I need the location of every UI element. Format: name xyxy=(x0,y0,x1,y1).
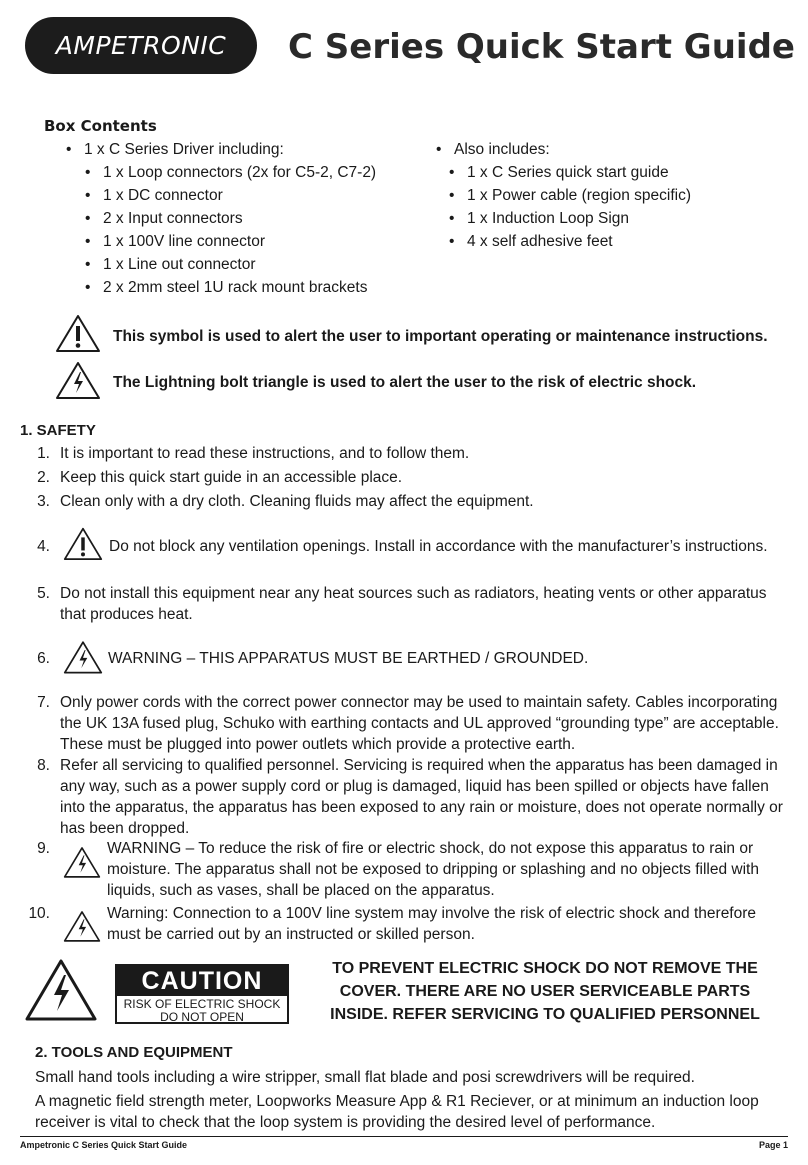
electric-shock-triangle-icon xyxy=(23,957,99,1023)
company-logo: AMPETRONIC xyxy=(25,17,257,74)
notice-line: INSIDE. REFER SERVICING TO QUALIFIED PERSONNEL xyxy=(330,1006,760,1023)
caution-label xyxy=(115,964,289,1024)
item-text: Refer all servicing to qualified personnel. Servicing is required when the apparatus has been damaged in any way, such as a power supply cord or plug is damaged, liquid has been spilled or objects have fallen into the apparatus, the apparatus has been exposed to any rain or moisture, does not operate normally or has been dropped. xyxy=(60,757,783,837)
safety-item-6 xyxy=(22,648,792,669)
item-number: 4. xyxy=(37,538,50,555)
footer-divider xyxy=(20,1136,788,1137)
item-text: WARNING – To reduce the risk of fire or electric shock, do not expose this apparatus to rain or moisture. The apparatus shall not be exposed to dripping or splashing and no objects filled with liquids, such as vases, shall be placed on the apparatus. xyxy=(107,840,759,899)
list-item: • 2 x Input connectors xyxy=(85,207,376,230)
safety-item-3 xyxy=(22,491,792,512)
footer-document-name: Ampetronic C Series Quick Start Guide xyxy=(20,1140,188,1150)
lightning-triangle-icon xyxy=(55,360,101,400)
tools-heading: 2. TOOLS AND EQUIPMENT xyxy=(35,1044,233,1061)
list-item: • 1 x Induction Loop Sign xyxy=(449,207,691,230)
safety-heading: 1. SAFETY xyxy=(20,422,96,439)
safety-item-1 xyxy=(22,443,792,464)
lightning-symbol-description: The Lightning bolt triangle is used to alert the user to the risk of electric shock. xyxy=(113,374,697,391)
caution-title: CAUTION xyxy=(117,966,287,996)
warning-symbol-description: This symbol is used to alert the user to important operating or maintenance instructions. xyxy=(113,328,768,345)
item-text: Clean only with a dry cloth. Cleaning fluids may affect the equipment. xyxy=(60,493,534,510)
box-contents-heading: Box Contents xyxy=(44,117,157,135)
safety-item-4 xyxy=(22,536,792,557)
list-item: • 1 x C Series quick start guide xyxy=(449,161,691,184)
safety-item-9 xyxy=(22,838,792,901)
list-item: • 1 x Line out connector xyxy=(85,253,376,276)
warning-triangle-icon xyxy=(55,313,101,353)
lightning-triangle-icon xyxy=(63,639,103,675)
list-item: • 1 x Power cable (region specific) xyxy=(449,184,691,207)
list-item: • Also includes: xyxy=(436,138,550,161)
item-text: Warning: Connection to a 100V line system may involve the risk of electric shock and therefore must be carried out by an instructed or skilled person. xyxy=(107,905,757,943)
list-item: • 2 x 2mm steel 1U rack mount brackets xyxy=(85,276,376,299)
warning-triangle-icon xyxy=(63,525,103,562)
lightning-triangle-icon xyxy=(63,845,101,879)
item-text: It is important to read these instructions, and to follow them. xyxy=(60,445,470,462)
safety-item-5 xyxy=(22,583,792,625)
box-contents-main-list xyxy=(66,138,284,161)
notice-line: COVER. THERE ARE NO USER SERVICEABLE PARTS xyxy=(339,983,751,1000)
box-contents-sub-list xyxy=(85,161,376,299)
item-text: Keep this quick start guide in an accessible place. xyxy=(60,469,403,486)
tools-paragraph-1: Small hand tools including a wire stripper, small flat blade and posi screwdrivers will be required. xyxy=(35,1069,695,1086)
item-number: 5. xyxy=(37,585,50,602)
safety-item-2 xyxy=(22,467,792,488)
list-item: • 1 x DC connector xyxy=(85,184,376,207)
item-number: 3. xyxy=(37,493,50,510)
footer-page-number: Page 1 xyxy=(758,1140,788,1150)
item-number: 7. xyxy=(37,694,50,711)
document-title: C Series Quick Start Guide xyxy=(288,27,795,67)
item-number: 9. xyxy=(37,840,50,857)
notice-line: TO PREVENT ELECTRIC SHOCK DO NOT REMOVE THE xyxy=(332,960,758,977)
also-includes-list xyxy=(449,161,691,253)
item-number: 8. xyxy=(37,757,50,774)
safety-item-8 xyxy=(22,755,792,839)
shock-warning-notice xyxy=(310,957,780,1026)
item-text: Do not block any ventilation openings. Install in accordance with the manufacturer’s instructions. xyxy=(109,538,768,555)
list-item: • 1 x Loop connectors (2x for C5-2, C7-2) xyxy=(85,161,376,184)
tools-paragraph-2: A magnetic field strength meter, Loopworks Measure App & R1 Reciever, or at minimum an induction loop receiver is vital to check that the loop system is providing the desired level of performance. xyxy=(35,1093,759,1131)
item-number: 1. xyxy=(37,445,50,462)
item-text: Only power cords with the correct power connector may be used to maintain safety. Cables incorporating the UK 13A fused plug, Schuko with earthing contacts and UL approved “grounding type” are acceptable. These must be plugged into power outlets which provide a protective earth. xyxy=(60,694,779,753)
caution-subtitle-2: DO NOT OPEN xyxy=(160,1010,244,1024)
safety-item-10 xyxy=(22,903,792,945)
also-includes-heading-list xyxy=(436,138,550,161)
list-item: • 1 x C Series Driver including: xyxy=(66,138,284,161)
lightning-triangle-icon xyxy=(63,909,101,943)
item-number: 2. xyxy=(37,469,50,486)
list-item: • 1 x 100V line connector xyxy=(85,230,376,253)
caution-subtitle-1: RISK OF ELECTRIC SHOCK xyxy=(123,997,281,1011)
list-item: • 4 x self adhesive feet xyxy=(449,230,691,253)
item-number: 6. xyxy=(37,650,50,667)
item-text: WARNING – THIS APPARATUS MUST BE EARTHED / GROUNDED. xyxy=(108,650,589,667)
item-text: Do not install this equipment near any heat sources such as radiators, heating vents or other apparatus that produces heat. xyxy=(60,585,767,623)
safety-item-7 xyxy=(22,692,792,755)
item-number: 10. xyxy=(28,905,50,922)
